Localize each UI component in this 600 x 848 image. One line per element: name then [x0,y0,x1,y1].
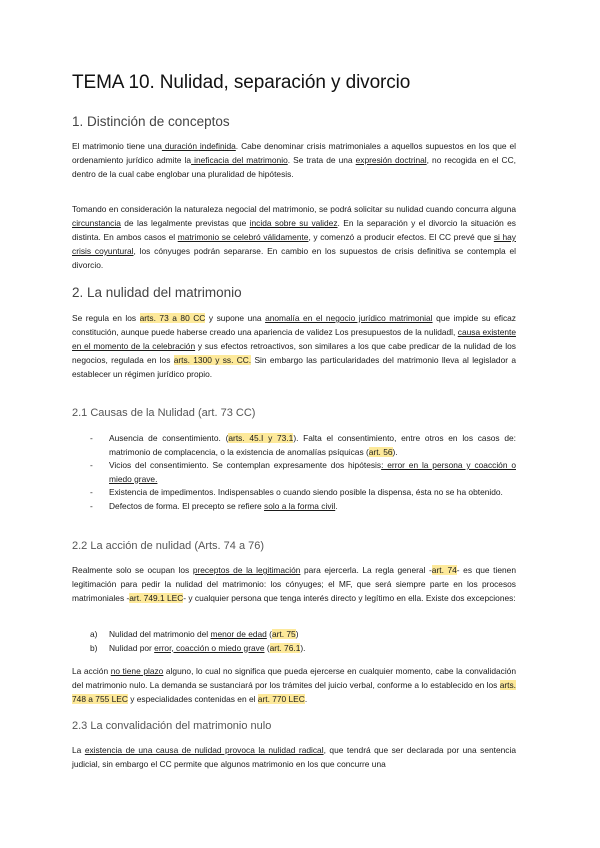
highlighted-reference: arts. 748 a 755 LEC [72,680,516,704]
paragraph-s2-3-1 [72,743,516,771]
list-item [90,432,516,459]
highlighted-reference: arts. 45.I y 73.1 [228,433,294,443]
list-marker: a) [90,629,98,639]
underlined-text: incida sobre su validez [249,218,338,228]
list-item [90,500,516,514]
text: Realmente solo se ocupan los [72,565,193,575]
underlined-text: error, coacción o miedo grave [154,642,265,653]
subsection-heading-2-2: 2.2 La acción de nulidad (Arts. 74 a 76) [72,540,265,552]
underlined-text: ineficacia del matrimonio [191,155,288,165]
list-item [90,459,516,486]
text: y sus efectos retroactivos, son similares a los que cabe predicar de la nulidad de los negocios, regulada en los [72,341,516,365]
text: Existencia de impedimentos. Indispensables o cuando siendo posible la dispensa, ésta no se ha obtenido. [109,487,503,497]
text: . Cabe denominar crisis matrimoniales a aquellos supuestos en los que el ordenamiento jurídico admite la [72,141,517,165]
underlined-text: anomalía en el negocio jurídico matrimonial [265,313,433,323]
text: ( [264,642,270,653]
underlined-text: causa existente en el momento de la celebración [72,327,516,351]
text: . En la separación y el divorcio la situación es distinta. En ambos casos el [72,218,516,242]
exceptions-list [90,628,516,655]
subsection-heading-2-3: 2.3 La convalidación del matrimonio nulo [72,720,272,732]
list-marker: b) [90,642,98,653]
underlined-text: expresión doctrinal [355,155,427,165]
text: , y comenzó a producir efectos. El CC prevé que [308,232,494,242]
text: . [335,500,338,511]
underlined-text: solo a la forma civil [264,500,336,511]
text: Tomando en consideración la naturaleza negocial del matrimonio, se podrá solicitar su nulidad cuando concurra alguna [72,204,516,214]
section-heading-1: 1. Distinción de conceptos [72,114,230,129]
highlighted-reference: art. 770 LEC [257,694,305,704]
text: - es que tienen legitimación para pedir la nulidad del matrimonio: los cónyuges; el MF, que será siempre parte en los procesos matrimoniales - [72,565,516,603]
text: . Se trata de una [287,155,356,165]
text: para ejercerla. La regla general - [300,565,432,575]
highlighted-reference: art. 56 [368,446,393,457]
underlined-text: duración indefinida [161,141,236,151]
highlighted-reference: arts. 1300 y ss. CC. [173,355,252,365]
text: Vicios del consentimiento. Se contemplan expresamente dos hipótesis [109,460,382,470]
highlighted-reference: art. 749.1 LEC [129,593,184,603]
text: , que tendrá que ser declarada por una sentencia judicial, sin embargo el CC permite que algunos matrimonio en los que concurre una [72,745,516,769]
paragraph-s2-2-1 [72,563,516,605]
list-item [90,642,516,656]
paragraph-s2-2-2 [72,664,516,706]
list-item [90,486,516,500]
text: La acción [72,666,111,676]
list-item [90,628,516,642]
text: , no recogida en el CC, dentro de la cual cabe englobar una pluralidad de hipótesis. [72,155,516,179]
text: alguno, lo cual no significa que pueda ejercerse en cualquier momento, cabe la convalidación del matrimonio nulo. La demanda se sustanciará por los trámites del juicio verbal, conforme a lo establecido en los [72,666,517,690]
paragraph-s1-2 [72,202,516,272]
underlined-text: no tiene plazo [110,666,164,676]
underlined-text: menor de edad [210,629,267,639]
text: El matrimonio tiene una [72,141,162,151]
text: Sin embargo las particularidades del matrimonio lleva al legislador a establecer un régimen jurídico propio. [72,355,516,379]
paragraph-s1-1 [72,139,516,181]
text: y especialidades contenidas en el [127,694,258,704]
text: ). Falta el consentimiento, entre otros en los casos de: matrimonio de complacencia, o la existencia de anomalías psíquicas ( [109,433,516,457]
text: Nulidad del matrimonio del [109,629,211,639]
highlighted-reference: art. 74 [431,565,457,575]
text: y supone una [205,313,266,323]
paragraph-s2-1 [72,311,516,381]
text: Se regula en los [72,313,140,323]
text: , los cónyuges podrán separarse. En cambio en los supuestos de crisis definitiva se contempla el divorcio. [72,246,517,270]
text: . [304,694,308,704]
text: que impide su eficaz constitución, aunque puede haberse creado una apariencia de validez Los presupuestos de la nulidadl, [72,313,516,337]
highlighted-reference: art. 75 [271,629,296,639]
text: ( [266,629,272,639]
underlined-text: : error en la persona y coacción o miedo grave. [109,460,516,484]
underlined-text: preceptos de la legitimación [192,565,301,575]
underlined-text: si hay crisis coyuntural [72,232,516,256]
underlined-text: existencia de una causa de nulidad provoca la nulidad radical [84,745,324,755]
text: Ausencia de consentimiento. ( [109,433,229,443]
text: La [72,745,85,755]
text: - y cualquier persona que tenga interés directo y legítimo en ella. Existe dos excepciones: [183,593,516,603]
highlighted-reference: art. 76.1 [269,642,301,653]
causes-list [90,432,516,513]
text: ). [392,446,398,457]
page-title: TEMA 10. Nulidad, separación y divorcio [72,72,411,93]
underlined-text: circunstancia [72,218,121,228]
text: ) [295,629,299,639]
text: Nulidad por [109,642,155,653]
section-heading-2: 2. La nulidad del matrimonio [72,285,242,300]
subsection-heading-2-1: 2.1 Causas de la Nulidad (art. 73 CC) [72,407,256,419]
highlighted-reference: arts. 73 a 80 CC [139,313,206,323]
text: de las legalmente previstas que [120,218,250,228]
text: ). [300,642,306,653]
underlined-text: matrimonio se celebró válidamente [177,232,309,242]
text: Defectos de forma. El precepto se refiere [109,500,265,511]
